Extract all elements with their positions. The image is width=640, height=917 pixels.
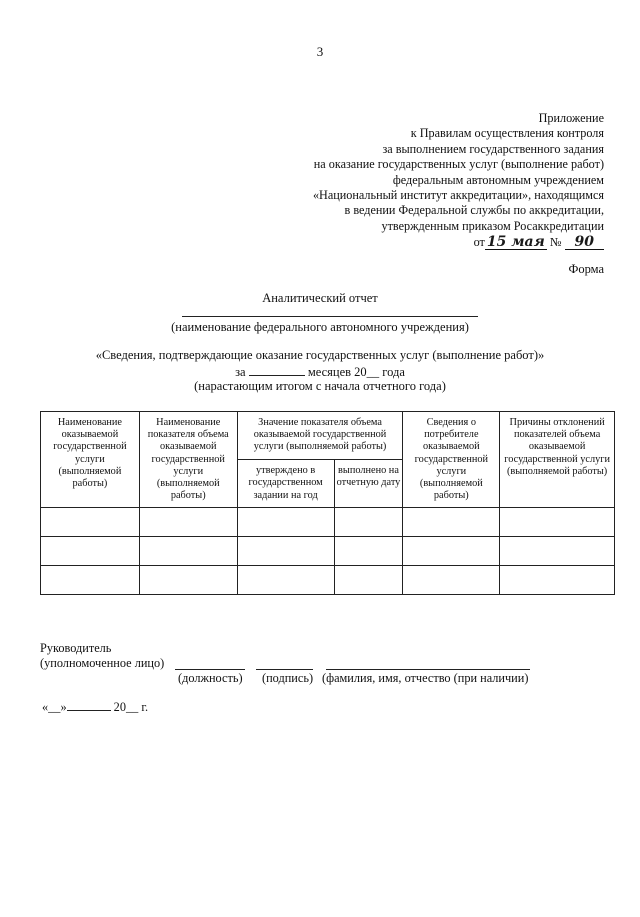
- name-line: [326, 669, 530, 670]
- page-number: 3: [316, 44, 324, 59]
- header-deviation-reasons: Причины отклонений показателей объема оказываемой государственной услуги (выполняемой работы): [500, 412, 615, 508]
- position-line: [175, 669, 245, 670]
- table-cell[interactable]: [139, 566, 237, 595]
- appendix-line: к Правилам осуществления контроля: [410, 126, 604, 141]
- signature-line: [256, 669, 313, 670]
- report-table: [40, 411, 615, 595]
- form-label: Форма: [568, 262, 604, 276]
- header-approved: утверждено в государственном задании на год: [237, 460, 334, 508]
- handwritten-number: 90: [565, 236, 604, 250]
- table-row: [41, 537, 615, 566]
- table-cell[interactable]: [500, 508, 615, 537]
- header-service-name: Наименование оказываемой государственной услуги (выполняемой работы): [41, 412, 140, 508]
- table-cell[interactable]: [334, 566, 403, 595]
- appendix-date-line: [313, 235, 604, 250]
- table-cell[interactable]: [500, 566, 615, 595]
- period-prefix: за: [235, 365, 246, 379]
- table-cell[interactable]: [237, 508, 334, 537]
- appendix-line: «Национальный институт аккредитации», находящимся: [312, 188, 604, 203]
- table-cell[interactable]: [139, 508, 237, 537]
- table-cell[interactable]: [334, 537, 403, 566]
- appendix-line: за выполнением государственного задания: [382, 141, 604, 156]
- date-prefix: от: [473, 235, 485, 250]
- table-cell[interactable]: [41, 566, 140, 595]
- period-suffix: месяцев 20__ года: [307, 365, 405, 379]
- signature-caption: (подпись): [262, 671, 314, 685]
- table-cell[interactable]: [403, 566, 500, 595]
- org-name-line: [182, 316, 478, 317]
- months-blank: [249, 364, 305, 376]
- signature-authorized: (уполномоченное лицо): [40, 656, 165, 670]
- header-consumer-info: Сведения о потребителе оказываемой государственной услуги (выполняемой работы): [403, 412, 500, 508]
- table-cell[interactable]: [500, 537, 615, 566]
- month-blank: [67, 699, 111, 711]
- table-cell[interactable]: [237, 566, 334, 595]
- date-line: [42, 699, 148, 715]
- table-cell[interactable]: [334, 508, 403, 537]
- header-indicator-value: Значение показателя объема оказываемой государственной услуги (выполняемой работы): [237, 412, 403, 460]
- appendix-line: Приложение: [538, 111, 604, 125]
- header-fulfilled: выполнено на отчетную дату: [334, 460, 403, 508]
- handwritten-date: 15 мая: [486, 234, 545, 251]
- cumulative-note: (нарастающим итогом с начала отчетного года): [194, 379, 446, 393]
- name-caption: (фамилия, имя, отчество (при наличии): [322, 671, 529, 685]
- table-cell[interactable]: [237, 537, 334, 566]
- org-caption: (наименование федерального автономного учреждения): [171, 320, 469, 334]
- report-period: [0, 364, 640, 380]
- table-row: [41, 566, 615, 595]
- date-year-prefix: 20: [113, 700, 126, 714]
- position-caption: (должность): [178, 671, 243, 685]
- appendix-line: на оказание государственных услуг (выполнение работ): [313, 157, 604, 172]
- table-cell[interactable]: [403, 508, 500, 537]
- signature-head: Руководитель: [40, 641, 112, 655]
- appendix-line: в ведении Федеральной службы по аккредитации,: [344, 203, 604, 218]
- appendix-line: федеральным автономным учреждением: [392, 172, 604, 187]
- table-cell[interactable]: [403, 537, 500, 566]
- table-header-row: [41, 412, 615, 460]
- table-cell[interactable]: [41, 508, 140, 537]
- date-year-suffix: __ г.: [125, 700, 149, 714]
- appendix-block: [313, 111, 604, 251]
- date-day: «__»: [42, 700, 67, 714]
- table-cell[interactable]: [41, 537, 140, 566]
- header-indicator-name: Наименование показателя объема оказываемой государственной услуги (выполняемой работы): [139, 412, 237, 508]
- appendix-line: утвержденным приказом Росаккредитации: [381, 218, 604, 233]
- report-title: Аналитический отчет: [262, 291, 378, 305]
- table-cell[interactable]: [139, 537, 237, 566]
- table-row: [41, 508, 615, 537]
- number-prefix: №: [549, 235, 562, 250]
- report-subject: «Сведения, подтверждающие оказание государственных услуг (выполнение работ)»: [95, 348, 545, 362]
